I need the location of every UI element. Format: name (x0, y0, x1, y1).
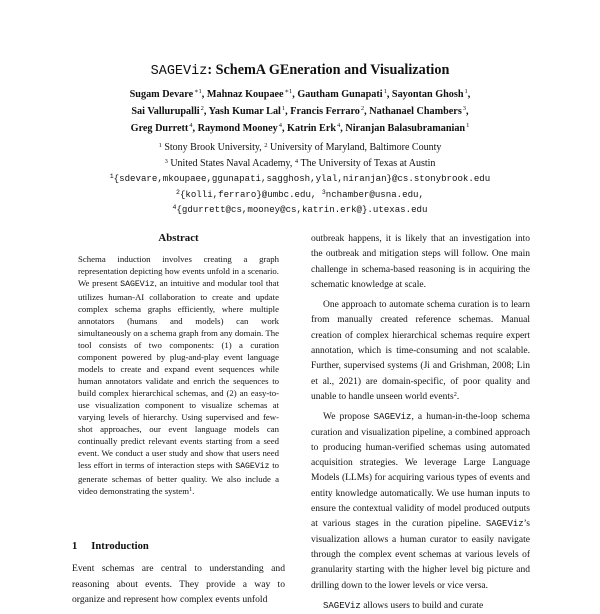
paragraph-build (311, 599, 530, 614)
section-number: 1 (72, 541, 78, 552)
paper-title (0, 62, 600, 79)
email-text: {gdurrett@cs,mooney@cs,katrin.erk@}.utexas.edu (176, 204, 428, 215)
author-affiliation-marker: 3 (462, 105, 467, 112)
author (131, 106, 208, 117)
author-separator: , (192, 123, 198, 134)
title-system-name: SAGEViz (150, 64, 208, 79)
author-name: Sugam Devare (129, 89, 194, 100)
author-list (40, 86, 560, 137)
author-name: Gautham Gunapati (297, 89, 383, 100)
author-affiliation-marker: 1 (281, 105, 286, 112)
paragraph-text: , a human-in-the-loop schema curation and visualization pipeline, a combined approach to producing human-verified schemas using automated acquisition strategies. We leverage Large Language Models (LLMs) for acquiring various types of events and entity knowledge automatically. We use human inputs to ensure the contextual validity of model produced outputs at various stages in the curation pipeline. (311, 412, 531, 530)
author (130, 89, 207, 100)
author-affiliation-marker: 4 (278, 122, 282, 129)
author-name: Francis Ferraro (290, 106, 360, 117)
system-name: SAGEViz (323, 600, 361, 611)
author-line (40, 103, 560, 120)
affil-marker: 4 (294, 157, 299, 165)
author-name: Sayontan Ghosh (391, 89, 464, 100)
author-name: Katrin Erk (287, 123, 337, 134)
author-line (40, 86, 560, 103)
author (209, 106, 291, 117)
affil-text: Stony Brook University, (161, 142, 265, 153)
author-separator: , (467, 89, 471, 100)
author-separator: , (201, 89, 207, 100)
email-text: nchamber@usna.edu, (325, 188, 424, 200)
title-text: : SchemA GEneration and Visualization (207, 62, 450, 78)
author-name: Raymond Mooney (197, 123, 278, 134)
author-separator: , (203, 106, 209, 117)
affil-marker: 1 (158, 142, 162, 149)
affil-text: The University of Texas at Austin (298, 157, 436, 169)
author-affiliation-marker: 4 (189, 122, 193, 129)
author (207, 89, 297, 100)
author-name: Niranjan Balasubramanian (345, 123, 466, 134)
author (369, 106, 468, 117)
abstract-text: . (192, 486, 195, 496)
right-column (311, 232, 530, 614)
system-name: SAGEViz (485, 519, 524, 530)
author-separator: , (340, 123, 346, 134)
author-affiliation-marker: 1 (383, 88, 387, 95)
email-line-1 (30, 171, 570, 187)
author-separator: , (386, 89, 392, 100)
affil-marker: 4 (172, 204, 177, 211)
paragraph-text: allows users to build and curate (360, 600, 484, 611)
author-separator: , (292, 89, 298, 100)
author (297, 89, 392, 100)
abstract-heading: Abstract (158, 232, 199, 244)
email-line-2 (30, 187, 570, 203)
author-affiliation-marker: 2 (360, 105, 365, 112)
author-separator: , (285, 106, 291, 117)
section-heading-introduction (72, 541, 149, 552)
footnote-marker: 2 (453, 390, 457, 398)
system-name: SAGEViz (235, 462, 270, 471)
footnote-marker: 1 (189, 486, 193, 493)
author-affiliation-marker: 1 (464, 88, 468, 95)
author-name: Sai Vallurupalli (131, 106, 200, 117)
affil-marker: 3 (321, 188, 326, 196)
affil-marker: 3 (164, 157, 168, 165)
section-title: Introduction (91, 541, 149, 552)
paragraph-proposal (311, 410, 530, 594)
author-separator: , (281, 123, 288, 134)
system-name: SAGEViz (373, 412, 412, 423)
author-affiliation-marker: 1 (466, 122, 470, 129)
affil-marker: 2 (264, 142, 268, 149)
paragraph-automation (311, 298, 530, 405)
abstract-text: , an intuitive and modular tool that utilizes human-AI collaboration to create and update complex schema graphs efficiently, where multiple annotators (humans and models) can work simultaneously on a schema graph from any domain. The tool consists of two components: (1) a curation component powered by plug-and-play event language models to create and expand event sequences while human annotators validate and enrich the sequences to build complex hierarchical schemas, and (2) an easy-to-use visualization component to visualize schemas at varying levels of hierarchy. Using supervised and few-shot approaches, our event language models can continually predict relevant events starting from a seed event. We conduct a user study and show that users need less effort in terms of interaction steps with (78, 278, 279, 470)
left-column (72, 232, 285, 497)
author-line (40, 120, 560, 137)
abstract-text: Schema induction involves creating a graph representation depicting how events unfold in a scenario. We present (78, 254, 279, 288)
author-name: Mahnaz Koupaee (206, 89, 284, 100)
email-line-3 (30, 202, 570, 218)
author-name: Greg Durrett (130, 123, 189, 134)
affil-text: United States Naval Academy, (167, 157, 295, 169)
author (287, 123, 345, 134)
author (131, 123, 198, 134)
paragraph-text: ’s visualization allows a human curator to easily navigate through the complex event schemas at various levels of granularity starting with the higher level big picture and drilling down to the lower levels or vice versa. (311, 519, 530, 591)
author-separator: , (466, 106, 469, 117)
author (198, 123, 287, 134)
affil-text: University of Maryland, Baltimore County (267, 142, 442, 153)
affil-marker: 1 (109, 173, 114, 180)
system-name: SAGEViz (120, 280, 155, 289)
author-affiliation-marker: 2 (200, 105, 204, 112)
author-name: Yash Kumar Lal (208, 106, 281, 117)
affiliation-line-1 (30, 140, 570, 156)
paragraph-text: One approach to automate schema curation is to learn from manually created reference schemas. Manual creation of complex hierarchical schemas require expert annotation, which is time-consuming and not scalable. Further, supervised systems (Ji and Grishman, 2008; Lin et al., 2021) are domain-specific, of poor quality and unable to handle unseen world events (311, 300, 530, 402)
email-text: {kolli,ferraro}@umbc.edu, (179, 188, 322, 200)
author-affiliation-marker: ∗1 (284, 88, 293, 95)
paragraph-text: . (456, 391, 460, 402)
affil-marker: 2 (176, 188, 180, 196)
author-affiliation-marker: 4 (337, 122, 341, 129)
author-separator: , (364, 106, 370, 117)
abstract-body (78, 253, 279, 497)
abstract-text: to generate schemas of better quality. We also include a video demonstrating the system (78, 460, 279, 496)
affiliation-line-2 (30, 156, 570, 172)
paragraph-text: We propose (323, 412, 374, 423)
author-name: Nathanael Chambers (369, 106, 462, 117)
author (392, 89, 470, 100)
paragraph-continued: outbreak happens, it is likely that an investigation into the outbreak and mitigation steps will follow. One main challenge in schema-based reasoning is in acquiring the schematic knowledge at scale. (311, 234, 530, 290)
author (345, 123, 469, 134)
author (290, 106, 369, 117)
affiliations (30, 140, 570, 218)
author-affiliation-marker: ∗1 (194, 88, 202, 95)
intro-paragraph: Event schemas are central to understanding and reasoning about events. They provide a way to organize and represent how complex events unfold (72, 563, 285, 605)
email-text: {sdevare,mkoupaee,ggunapati,sagghosh,ylal,niranjan}@cs.stonybrook.edu (113, 173, 491, 184)
